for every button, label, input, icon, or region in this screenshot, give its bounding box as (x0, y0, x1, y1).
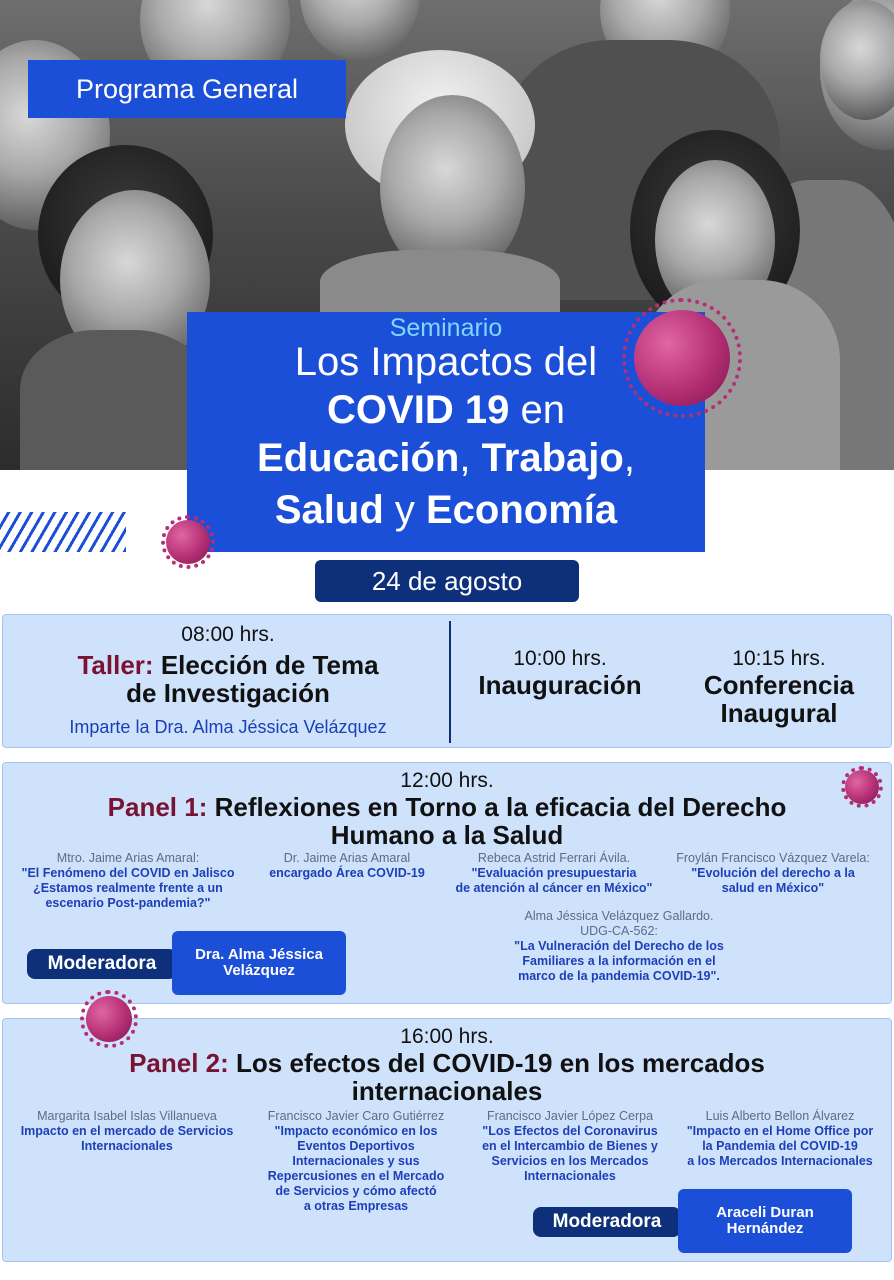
moderator-name (172, 931, 346, 995)
divider (449, 621, 451, 743)
event-date: 24 de agosto (315, 560, 579, 602)
taller-time: 08:00 hrs. (181, 623, 275, 646)
speaker (255, 851, 439, 881)
conferencia-time: 10:15 hrs. (732, 647, 826, 670)
panel-2-title (3, 1049, 891, 1105)
speaker-talk: a otras Empresas (303, 1199, 409, 1213)
title-trabajo: Trabajo (481, 436, 624, 480)
conferencia-title-line-2: Inaugural (720, 698, 838, 729)
moderator-name (678, 1189, 852, 1253)
speaker-talk: marco de la pandemia COVID-19". (518, 969, 720, 983)
title-covid: COVID 19 (327, 388, 510, 432)
panel-1-title (3, 793, 891, 849)
speaker-affiliation: UDG-CA-562: (580, 924, 658, 938)
panel-2-header (3, 1025, 891, 1105)
panel-1-title-line-2: Humano a la Salud (330, 820, 564, 851)
speaker-talk: Internacionales (524, 1169, 616, 1183)
moderator-name-line-2: Hernández (726, 1220, 804, 1237)
conferencia-title-line-1: Conferencia (703, 670, 855, 700)
speaker-talk: "La Vulneración del Derecho de los (514, 939, 724, 953)
speaker-talk: encargado Área COVID-19 (269, 866, 425, 880)
title-comma: , (623, 436, 635, 480)
speaker-name: Margarita Isabel Islas Villanueva (37, 1109, 217, 1123)
inauguracion-block (455, 647, 665, 699)
panel-1 (2, 762, 892, 1004)
taller-prefix: Taller: (77, 650, 154, 680)
speaker-talk: escenario Post-pandemia?" (45, 896, 211, 910)
speaker-talk: Internacionales (81, 1139, 173, 1153)
speaker-talk: de Servicios y cómo afectó (275, 1184, 437, 1198)
conferencia-title (679, 671, 879, 727)
panel-1-header (3, 769, 891, 849)
moderator-name-line-2: Velázquez (223, 962, 295, 979)
speaker-name: Mtro. Jaime Arias Amaral: (56, 851, 200, 865)
speaker (659, 851, 887, 896)
title-salud: Salud (274, 488, 384, 532)
hatch-decoration (0, 512, 126, 552)
taller-title-line-2: de Investigación (126, 678, 330, 709)
title-educacion: Educación (257, 436, 460, 480)
taller-title-line-1: Elección de Tema (160, 650, 379, 680)
speaker-talk: Internacionales y sus (292, 1154, 420, 1168)
morning-panel (2, 614, 892, 748)
virus-icon (86, 996, 132, 1042)
title-en: en (520, 388, 565, 432)
speaker-name: Rebeca Astrid Ferrari Ávila. (477, 851, 631, 865)
moderator-label: Moderadora (27, 949, 177, 979)
taller-title (13, 651, 443, 707)
taller-instructor: Imparte la Dra. Alma Jéssica Velázquez (69, 717, 387, 738)
speaker-talk: Repercusiones en el Mercado (267, 1169, 445, 1183)
virus-icon (166, 520, 210, 564)
moderator-label: Moderadora (533, 1207, 681, 1237)
speaker (463, 1109, 677, 1184)
title-line-4 (187, 488, 705, 533)
speaker-name: Alma Jéssica Velázquez Gallardo. (524, 909, 714, 923)
speaker-talk: "Evolución del derecho a la (691, 866, 855, 880)
speaker-talk: ¿Estamos realmente frente a un (33, 881, 223, 895)
speaker-talk: Eventos Deportivos (297, 1139, 415, 1153)
conferencia-block (679, 647, 879, 727)
speaker-talk: la Pandemia del COVID-19 (702, 1139, 858, 1153)
panel-2-title-line-1: Los efectos del COVID-19 en los mercados (236, 1048, 765, 1078)
title-comma: , (459, 436, 471, 480)
title-economia: Economía (426, 488, 618, 532)
speaker-talk: "El Fenómeno del COVID en Jalisco (21, 866, 235, 880)
speaker-talk: "Los Efectos del Coronavirus (482, 1124, 658, 1138)
speaker-talk: en el Intercambio de Bienes y (482, 1139, 658, 1153)
speaker (443, 851, 665, 896)
title-line-2 (187, 388, 705, 433)
moderator-name-line-1: Araceli Duran (716, 1203, 814, 1221)
speaker-name: Dr. Jaime Arias Amaral (283, 851, 411, 865)
speaker-name: Francisco Javier Caro Gutiérrez (267, 1109, 445, 1123)
title-y: y (394, 488, 415, 532)
photo-shirt (20, 330, 210, 470)
moderator-name-line-1: Dra. Alma Jéssica (195, 945, 323, 963)
speaker (671, 1109, 889, 1169)
panel-1-time: 12:00 hrs. (400, 769, 494, 792)
photo-person (300, 0, 420, 60)
inauguracion-title: Inauguración (478, 670, 642, 700)
speaker-talk: "Impacto económico en los (274, 1124, 438, 1138)
speaker (7, 1109, 247, 1154)
virus-icon (634, 310, 730, 406)
title-line-1: Los Impactos del (294, 340, 598, 384)
speaker-name: Froylán Francisco Vázquez Varela: (676, 851, 870, 865)
program-badge: Programa General (28, 60, 346, 118)
seminar-label: Seminario (389, 314, 503, 342)
speaker-name: Luis Alberto Bellon Álvarez (705, 1109, 855, 1123)
speaker-talk: "Impacto en el Home Office por (686, 1124, 874, 1138)
speaker (7, 851, 249, 911)
panel-2-time: 16:00 hrs. (400, 1025, 494, 1048)
panel-1-title-line-1: Reflexiones en Torno a la eficacia del Derecho (214, 792, 787, 822)
panel-2-prefix: Panel 2: (129, 1048, 229, 1078)
virus-icon (845, 770, 879, 804)
taller-block (13, 623, 443, 738)
speaker (491, 909, 747, 984)
inauguracion-time: 10:00 hrs. (513, 647, 607, 670)
speaker-talk: Impacto en el mercado de Servicios (20, 1124, 234, 1138)
speaker-talk: a los Mercados Internacionales (687, 1154, 873, 1168)
speaker-talk: salud en México" (721, 881, 825, 895)
speaker-talk: Familiares a la información en el (522, 954, 716, 968)
panel-2 (2, 1018, 892, 1262)
panel-1-prefix: Panel 1: (107, 792, 208, 822)
panel-2-title-line-2: internacionales (351, 1076, 543, 1107)
speaker-talk: "Evaluación presupuestaria (471, 866, 637, 880)
title-line-3 (187, 436, 705, 481)
speaker-talk: Servicios en los Mercados (491, 1154, 649, 1168)
speaker-talk: de atención al cáncer en México" (455, 881, 653, 895)
speaker-name: Francisco Javier López Cerpa (486, 1109, 654, 1123)
speaker (249, 1109, 463, 1214)
